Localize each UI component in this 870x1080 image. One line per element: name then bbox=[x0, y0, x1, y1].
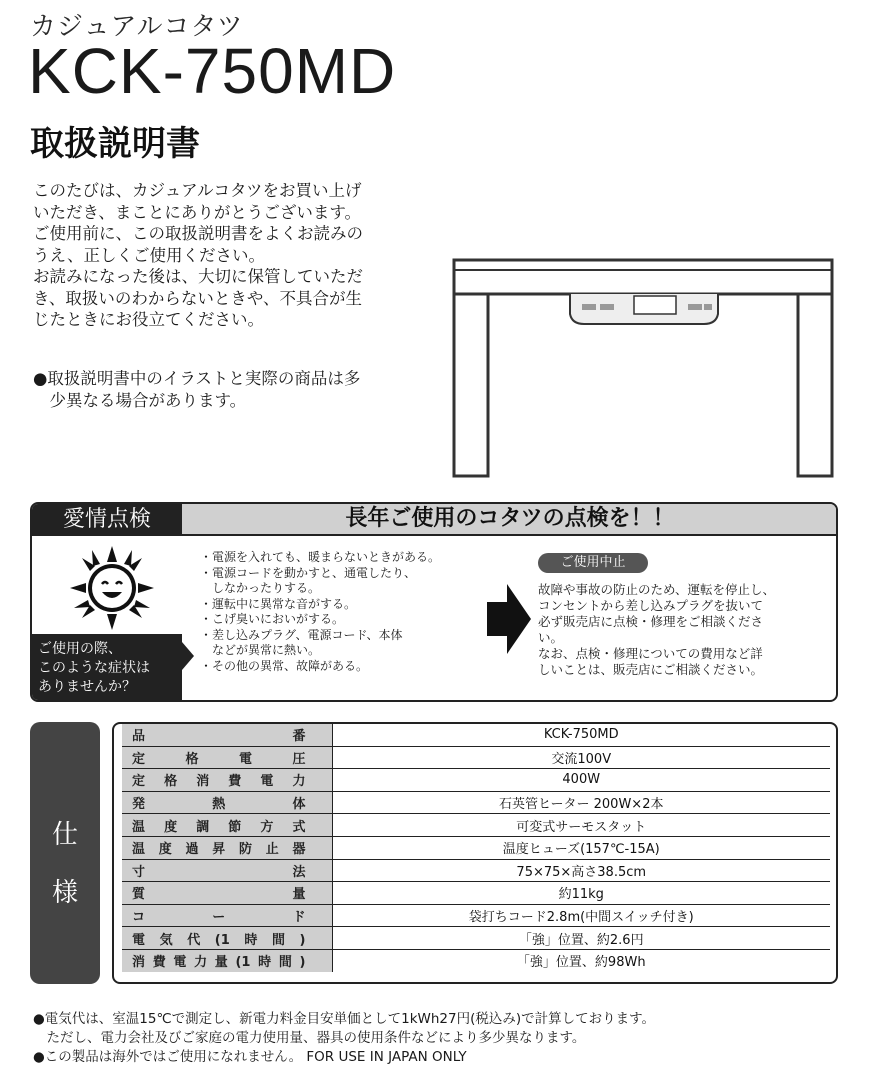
table-row bbox=[122, 836, 830, 859]
stop-line: 故障や事故の防止のため、運転を停止し、 bbox=[538, 582, 776, 597]
table-row bbox=[122, 791, 830, 814]
spec-label: 温度過昇防止器 bbox=[122, 836, 332, 859]
symptom-item: ・その他の異常、故障がある。 bbox=[200, 658, 369, 673]
spec-value: 交流100V bbox=[332, 746, 830, 769]
intro-line: うえ、正しくご使用ください。 bbox=[33, 245, 265, 265]
intro-line: いただき、まことにありがとうございます。 bbox=[33, 202, 362, 222]
table-row bbox=[122, 904, 830, 927]
spec-label: 温度調節方式 bbox=[122, 814, 332, 837]
symptom-item: しなかったりする。 bbox=[200, 581, 321, 595]
footnote-line: ●電気代は、室温15℃で測定し、新電力料金目安単価として1kWh27円(税込み)で計算しております。 bbox=[33, 1011, 656, 1027]
table-row bbox=[122, 859, 830, 882]
spec-side-char: 様 bbox=[51, 878, 78, 908]
document-title: 取扱説明書 bbox=[30, 124, 200, 164]
spec-label: 寸法 bbox=[122, 859, 332, 882]
stop-line: 必ず販売店に点検・修理をご相談くださ bbox=[538, 614, 764, 629]
table-row bbox=[122, 949, 830, 971]
symptom-item: ・運転中に異常な音がする。 bbox=[200, 596, 357, 611]
spec-value: KCK-750MD bbox=[332, 724, 830, 746]
stop-line: い。 bbox=[538, 630, 564, 645]
question-pointer bbox=[182, 642, 194, 670]
symptom-item: ・こげ臭いにおいがする。 bbox=[200, 612, 345, 626]
kotatsu-illustration bbox=[452, 258, 834, 480]
spec-label: 定格電圧 bbox=[122, 746, 332, 769]
spec-value: 袋打ちコード2.8m(中間スイッチ付き) bbox=[332, 904, 830, 927]
symptom-item: ・差し込みプラグ、電源コード、本体 bbox=[200, 627, 403, 642]
spec-value: 「強」位置、約2.6円 bbox=[332, 927, 830, 950]
question-line: このような症状は bbox=[38, 660, 150, 676]
inspection-tag: 愛情点検 bbox=[32, 504, 182, 536]
smiling-sun-icon bbox=[70, 546, 154, 630]
spec-label: 品番 bbox=[122, 724, 332, 746]
spec-table-container bbox=[112, 722, 838, 984]
stop-use-badge: ご使用中止 bbox=[538, 553, 648, 573]
illustration-note bbox=[33, 368, 433, 411]
note-line: ●取扱説明書中のイラストと実際の商品は多 bbox=[33, 369, 361, 388]
inspection-question bbox=[32, 634, 182, 702]
stop-line: なお、点検・修理についての費用など詳 bbox=[538, 646, 763, 661]
model-number: KCK-750MD bbox=[28, 35, 397, 107]
inspection-heading: 長年ご使用のコタツの点検を！！ bbox=[182, 504, 838, 536]
spec-label: コード bbox=[122, 904, 332, 927]
spec-value: 「強」位置、約98Wh bbox=[516, 955, 646, 971]
symptom-item: ・電源コードを動かすと、通電したり、 bbox=[200, 565, 417, 580]
inspection-panel bbox=[30, 502, 838, 702]
table-row bbox=[122, 927, 830, 950]
question-line: ご使用の際、 bbox=[38, 641, 122, 657]
spec-table bbox=[122, 724, 830, 972]
table-row bbox=[122, 724, 830, 746]
product-category: カジュアルコタツ bbox=[30, 12, 244, 42]
table-row bbox=[122, 882, 830, 905]
symptom-item: などが異常に熱い。 bbox=[200, 643, 321, 657]
spec-label: 電気代(1時間) bbox=[122, 927, 332, 950]
spec-value: 可変式サーモスタット bbox=[332, 814, 830, 837]
spec-side-label bbox=[30, 722, 100, 984]
question-line: ありませんか？ bbox=[38, 679, 136, 695]
table-row bbox=[122, 769, 830, 792]
footnote-line: ただし、電力会社及びご家庭の電力使用量、器具の使用条件などにより多少異なります。 bbox=[33, 1030, 586, 1046]
symptom-list bbox=[200, 550, 500, 674]
intro-line: このたびは、カジュアルコタツをお買い上げ bbox=[33, 181, 362, 200]
spec-label: 定格消費電力 bbox=[122, 769, 332, 792]
arrow-right-icon bbox=[487, 584, 531, 654]
footnotes bbox=[33, 1010, 853, 1067]
spec-label: 発熱体 bbox=[122, 791, 332, 814]
stop-use-instructions bbox=[538, 582, 828, 678]
intro-line: お読みになった後は、大切に保管していただ bbox=[33, 267, 363, 286]
spec-label: 質量 bbox=[122, 882, 332, 905]
intro-paragraph bbox=[33, 180, 433, 331]
table-row bbox=[122, 746, 830, 769]
note-line: 少異なる場合があります。 bbox=[33, 390, 247, 410]
spec-side-char: 仕 bbox=[51, 820, 78, 850]
intro-line: じたときにお役立てください。 bbox=[33, 310, 264, 329]
spec-value: 400W bbox=[332, 769, 830, 792]
table-row bbox=[122, 814, 830, 837]
spec-value: 75×75×高さ38.5cm bbox=[332, 859, 830, 882]
stop-line: しいことは、販売店にご相談ください。 bbox=[538, 662, 764, 677]
spec-value: 約11kg bbox=[332, 882, 830, 905]
spec-value: 温度ヒューズ(157℃-15A) bbox=[332, 836, 830, 859]
symptom-item: ・電源を入れても、暖まらないときがある。 bbox=[200, 550, 441, 564]
spec-label: 消費電力量(1時間) bbox=[122, 949, 332, 971]
footnote-line: ●この製品は海外ではご使用になれません。 FOR USE IN JAPAN ONLY bbox=[33, 1049, 467, 1065]
intro-line: ご使用前に、この取扱説明書をよくお読みの bbox=[33, 224, 363, 243]
stop-line: コンセントから差し込みプラグを抜いて bbox=[538, 598, 764, 613]
spec-value: 石英管ヒーター 200W×2本 bbox=[332, 791, 830, 814]
intro-line: き、取扱いのわからないときや、不具合が生 bbox=[33, 288, 363, 308]
